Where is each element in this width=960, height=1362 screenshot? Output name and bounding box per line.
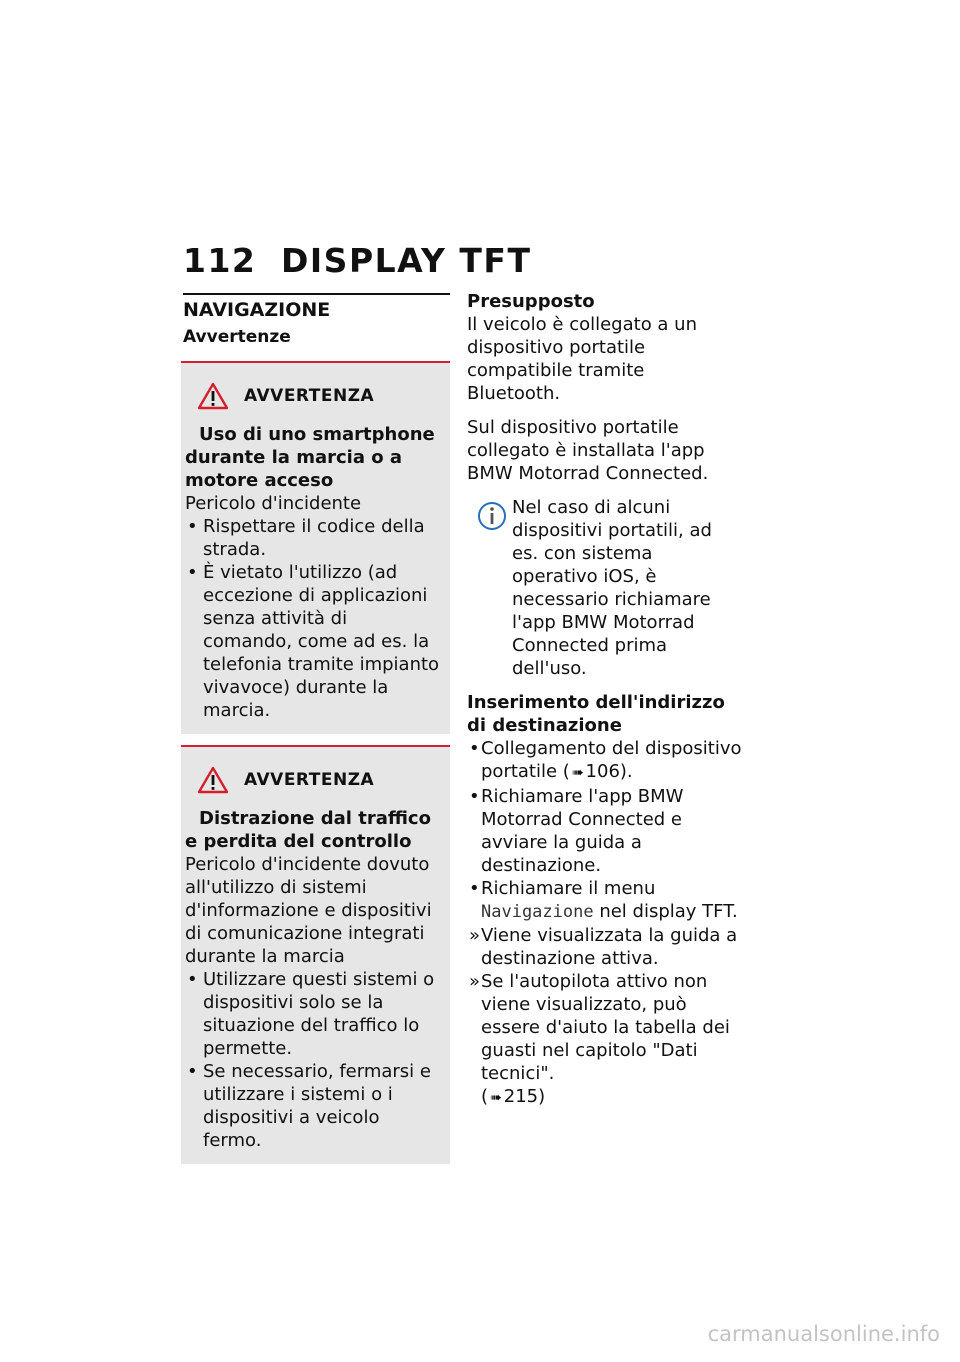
list-item: • Utilizzare questi sistemi o dispositivi solo se la situazione del traffico lo permette.: [185, 968, 440, 1060]
arrow-right-icon: ➠: [490, 1090, 502, 1106]
destination-title: Inserimento dell'indirizzo di destinazione: [467, 692, 725, 736]
watermark: carmanualsonline.info: [707, 1322, 940, 1346]
list-item: • È vietato l'utilizzo (ad eccezione di applicazioni senza attività di comando, come ad es. la telefonia tramite impianto vivavoce) durante la marcia.: [185, 561, 440, 722]
list-item: » Viene visualizzata la guida a destinazione attiva.: [467, 924, 742, 970]
warning-header: [185, 763, 440, 797]
list-item: [467, 877, 742, 924]
results-list: [467, 924, 742, 1110]
page-header: [183, 241, 531, 280]
warning-box: [181, 745, 450, 1164]
warning-label: AVVERTENZA: [244, 769, 375, 790]
list-item: • Se necessario, fermarsi e utilizzare i sistemi o i dispositivi a veicolo fermo.: [185, 1060, 440, 1152]
warning-measures: [185, 515, 440, 722]
step-text: ).: [619, 761, 633, 782]
warning-hazard: Pericolo d'incidente dovuto all'utilizzo di sistemi d'informazione e dispositivi di comunicazione integrati durante la marcia: [185, 854, 432, 967]
warning-hazard: Pericolo d'incidente: [185, 493, 362, 514]
list-item: [467, 737, 742, 785]
page-reference[interactable]: 215: [503, 1086, 539, 1107]
steps-list: [467, 737, 742, 924]
step-text: nel display TFT.: [593, 901, 738, 922]
warning-triangle-icon: [197, 382, 229, 410]
info-note: [467, 496, 742, 680]
warning-measures: [185, 968, 440, 1152]
prerequisite-title: Presupposto: [467, 291, 595, 312]
info-text: Nel caso di alcuni dispositivi portatili, ad es. con sistema operativo iOS, è necessario richiamare l'app BMW Motorrad Connected prima dell'uso.: [512, 497, 712, 679]
page-number: 112: [183, 241, 257, 280]
warning-title: Distrazione dal traffico e perdita del controllo: [185, 808, 431, 852]
warning-header: [185, 379, 440, 413]
warning-title: Uso di uno smartphone durante la marcia o a motore acceso: [185, 424, 435, 491]
left-column: [181, 293, 450, 1164]
arrow-right-icon: ➠: [571, 765, 584, 781]
prerequisite-text: Sul dispositivo portatile collegato è installata l'app BMW Motorrad Connected.: [467, 417, 709, 484]
step-text: Richiamare il menu: [481, 878, 656, 899]
prerequisite-text: Il veicolo è collegato a un dispositivo portatile compatibile tramite Bluetooth.: [467, 314, 698, 404]
warning-label: AVVERTENZA: [244, 385, 375, 406]
result-text: (: [481, 1086, 489, 1107]
result-text: Se l'autopilota attivo non viene visualizzato, può essere d'aiuto la tabella dei guasti nel capitolo "Dati tecnici".: [481, 971, 730, 1084]
warning-triangle-icon: [197, 766, 229, 794]
list-item: • Richiamare l'app BMW Motorrad Connected e avviare la guida a destinazione.: [467, 785, 742, 877]
list-item: [467, 970, 742, 1110]
right-column: [467, 290, 742, 1110]
warning-box: [181, 361, 450, 734]
info-icon: [477, 501, 507, 531]
subsection-title: Avvertenze: [183, 327, 291, 347]
page-reference[interactable]: 106: [585, 761, 620, 782]
list-item: • Rispettare il codice della strada.: [185, 515, 440, 561]
section-title: NAVIGAZIONE: [183, 293, 450, 322]
menu-name: Navigazione: [481, 902, 594, 922]
result-text: ): [538, 1086, 546, 1107]
chapter-title: DISPLAY TFT: [281, 241, 532, 280]
step-text: Collegamento del dispositivo portatile (: [481, 738, 742, 782]
